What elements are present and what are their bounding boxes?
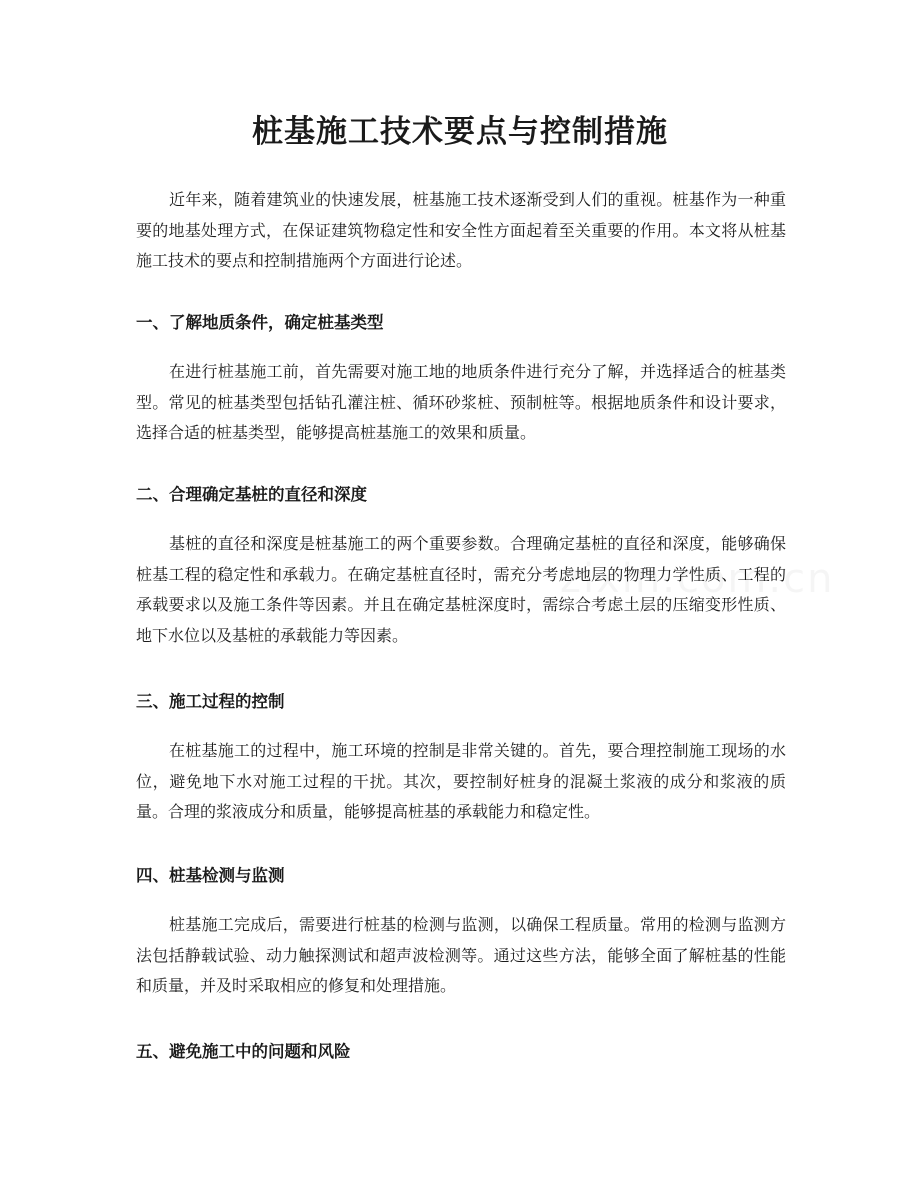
document-title: 桩基施工技术要点与控制措施	[252, 114, 668, 150]
intro-paragraph: 近年来，随着建筑业的快速发展，桩基施工技术逐渐受到人们的重视。桩基作为一种重要的地基处理方式，在保证建筑物稳定性和安全性方面起着至关重要的作用。本文将从桩基施工技术的要点和控制措施两个方面进行论述。	[136, 190, 786, 270]
section-3-heading: 三、施工过程的控制	[136, 692, 285, 711]
section-4-body: 桩基施工完成后，需要进行桩基的检测与监测，以确保工程质量。常用的检测与监测方法包括静载试验、动力触探测试和超声波检测等。通过这些方法，能够全面了解桩基的性能和质量，并及时采取相应的修复和处理措施。	[136, 915, 786, 995]
section-5-heading: 五、避免施工中的问题和风险	[136, 1042, 351, 1061]
section-2-body: 基桩的直径和深度是桩基施工的两个重要参数。合理确定基桩的直径和深度，能够确保桩基工程的稳定性和承载力。在确定基桩直径时，需充分考虑地层的物理力学性质、工程的承载要求以及施工条件等因素。并且在确定基桩深度时，需综合考虑土层的压缩变形性质、地下水位以及基桩的承载能力等因素。	[136, 534, 786, 645]
section-1-body: 在进行桩基施工前，首先需要对施工地的地质条件进行充分了解，并选择适合的桩基类型。常见的桩基类型包括钻孔灌注桩、循环砂浆桩、预制桩等。根据地质条件和设计要求，选择合适的桩基类型，能够提高桩基施工的效果和质量。	[136, 362, 786, 442]
section-1-heading: 一、了解地质条件，确定桩基类型	[136, 313, 384, 332]
section-3-body: 在桩基施工的过程中，施工环境的控制是非常关键的。首先，要合理控制施工现场的水位，避免地下水对施工过程的干扰。其次，要控制好桩身的混凝土浆液的成分和浆液的质量。合理的浆液成分和质量，能够提高桩基的承载能力和稳定性。	[136, 741, 786, 821]
section-2-heading: 二、合理确定基桩的直径和深度	[136, 485, 367, 504]
section-4-heading: 四、桩基检测与监测	[136, 866, 285, 885]
